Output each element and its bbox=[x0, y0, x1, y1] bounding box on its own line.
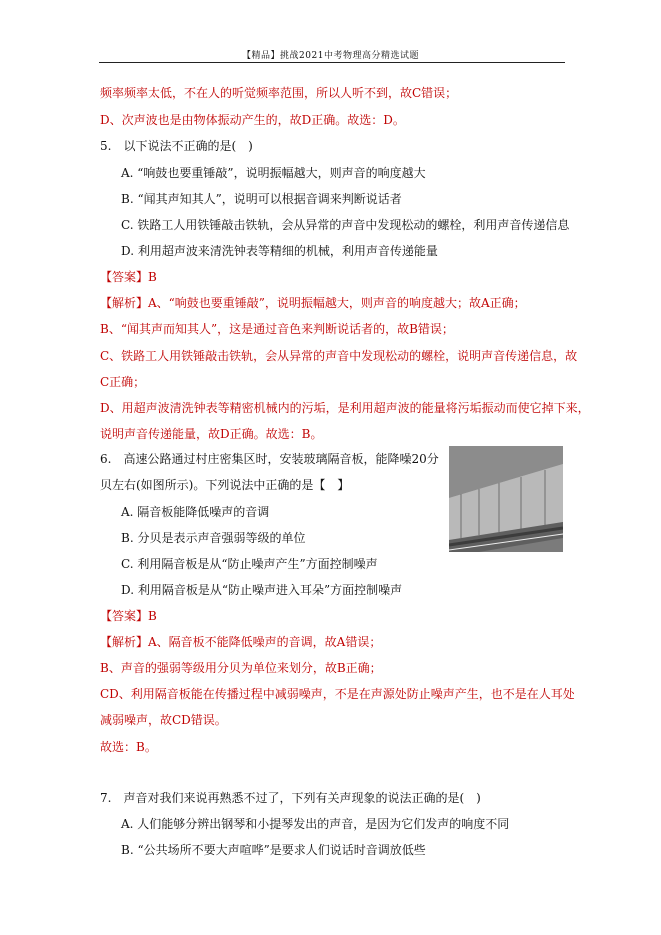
q6-option-b: B. 分贝是表示声音强弱等级的单位 bbox=[121, 531, 306, 545]
q6-stem-line-2: 贝左右(如图所示)。下列说法中正确的是【 】 bbox=[100, 478, 350, 492]
q6-answer: 【答案】B bbox=[100, 609, 157, 623]
q5-analysis-line-6: 说明声音传递能量，故D正确。故选：B。 bbox=[100, 427, 323, 441]
q6-analysis-line-5: 故选：B。 bbox=[100, 740, 157, 754]
q6-stem-line-1: 6. 高速公路通过村庄密集区时，安装玻璃隔音板，能降噪20分 bbox=[100, 452, 439, 466]
q7-option-b: B. “公共场所不要大声喧哗”是要求人们说话时音调放低些 bbox=[121, 843, 426, 857]
q5-stem: 5. 以下说法不正确的是( ) bbox=[100, 139, 253, 153]
q5-option-a: A. “响鼓也要重锤敲”，说明振幅越大，则声音的响度越大 bbox=[121, 166, 426, 180]
q6-option-c: C. 利用隔音板是从“防止噪声产生”方面控制噪声 bbox=[121, 557, 378, 571]
q6-option-a: A. 隔音板能降低噪声的音调 bbox=[121, 505, 270, 519]
q7-option-a: A. 人们能够分辨出钢琴和小提琴发出的声音，是因为它们发声的响度不同 bbox=[121, 817, 510, 831]
header-rule bbox=[99, 62, 565, 63]
q5-analysis-line-2: B、“闻其声而知其人”，这是通过音色来判断说话者的，故B错误； bbox=[100, 322, 454, 336]
q5-analysis-line-4: C正确； bbox=[100, 375, 146, 389]
q5-option-d: D. 利用超声波来清洗钟表等精细的机械，利用声音传递能量 bbox=[121, 244, 438, 258]
q6-analysis-line-1: 【解析】A、隔音板不能降低噪声的音调，故A错误； bbox=[100, 635, 382, 649]
q7-stem: 7. 声音对我们来说再熟悉不过了，下列有关声现象的说法正确的是( ) bbox=[100, 791, 481, 805]
page-header: 【精品】挑战2021中考物理高分精选试题 bbox=[242, 51, 419, 61]
sound-barrier-photo bbox=[449, 446, 563, 552]
q6-analysis-line-3: CD、利用隔音板能在传播过程中减弱噪声，不是在声源处防止噪声产生，也不是在人耳处 bbox=[100, 687, 575, 701]
q6-analysis-line-4: 减弱噪声，故CD错误。 bbox=[100, 713, 227, 727]
q5-analysis-line-3: C、铁路工人用铁锤敲击铁轨，会从异常的声音中发现松动的螺栓，说明声音传递信息，故 bbox=[100, 349, 578, 363]
prev-analysis-line-2: D、次声波也是由物体振动产生的，故D正确。故选：D。 bbox=[100, 113, 405, 127]
q5-option-b: B. “闻其声知其人”，说明可以根据音调来判断说话者 bbox=[121, 192, 402, 206]
q5-analysis-line-1: 【解析】A、“响鼓也要重锤敲”，说明振幅越大，则声音的响度越大；故A正确； bbox=[100, 296, 526, 310]
q5-option-c: C. 铁路工人用铁锤敲击铁轨，会从异常的声音中发现松动的螺栓，利用声音传递信息 bbox=[121, 218, 570, 232]
prev-analysis-line-1: 频率频率太低，不在人的听觉频率范围，所以人听不到，故C错误； bbox=[100, 86, 458, 100]
q6-analysis-line-2: B、声音的强弱等级用分贝为单位来划分，故B正确； bbox=[100, 661, 382, 675]
q5-analysis-line-5: D、用超声波清洗钟表等精密机械内的污垢，是利用超声波的能量将污垢振动而使它掉下来， bbox=[100, 401, 590, 415]
q5-answer: 【答案】B bbox=[100, 270, 157, 284]
sound-barrier-illustration bbox=[449, 446, 563, 552]
q6-option-d: D. 利用隔音板是从“防止噪声进入耳朵”方面控制噪声 bbox=[121, 583, 403, 597]
